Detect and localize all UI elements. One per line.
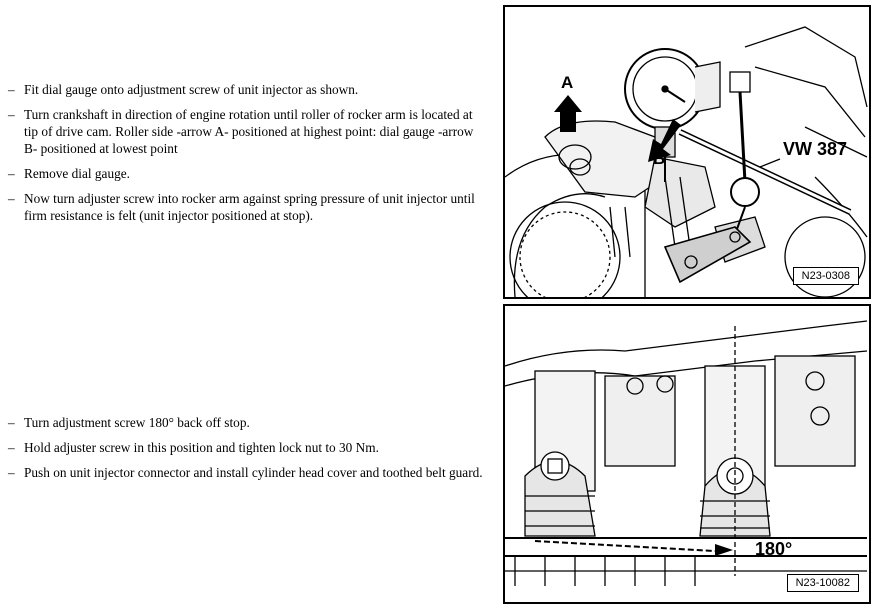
step-text: Turn adjustment screw 180° back off stop. [24, 415, 250, 430]
step-dash: – [8, 107, 15, 122]
instruction-step [8, 190, 488, 224]
engine-illustration-bottom [505, 306, 869, 602]
step-dash: – [8, 415, 15, 430]
arrow-b-label: B [653, 149, 666, 168]
dial-gauge-figure [503, 5, 871, 299]
step-text: Fit dial gauge onto adjustment screw of unit injector as shown. [24, 82, 359, 97]
arrow-a-label: A [561, 73, 574, 92]
instruction-step [8, 414, 488, 431]
figure-reference: N23-10082 [787, 574, 859, 592]
angle-arrow-icon [715, 544, 733, 556]
angle-label: 180° [755, 539, 793, 559]
instruction-step [8, 464, 488, 481]
instruction-list-top [8, 81, 488, 232]
step-text: Hold adjuster screw in this position and tighten lock nut to 30 Nm. [24, 440, 379, 455]
instruction-step [8, 439, 488, 456]
instruction-step [8, 106, 488, 157]
step-dash: – [8, 166, 15, 181]
step-text: Turn crankshaft in direction of engine rotation until roller of rocker arm is located at tip of drive cam. Roller side -arrow A- positioned at highest point: dial gauge -arrow B- positioned at lowest point [24, 107, 474, 156]
figure-reference: N23-0308 [793, 267, 859, 285]
step-text: Now turn adjuster screw into rocker arm against spring pressure of unit injector until firm resistance is felt (unit injector positioned at stop). [24, 191, 475, 223]
step-text: Remove dial gauge. [24, 166, 130, 181]
adjustment-figure [503, 304, 871, 604]
tool-label: VW 387 [783, 139, 848, 159]
step-text: Push on unit injector connector and install cylinder head cover and toothed belt guard. [24, 465, 483, 480]
instruction-step [8, 81, 488, 98]
step-dash: – [8, 465, 15, 480]
step-dash: – [8, 440, 15, 455]
instruction-step [8, 165, 488, 182]
step-dash: – [8, 82, 15, 97]
step-dash: – [8, 191, 15, 206]
instruction-list-bottom [8, 414, 488, 489]
